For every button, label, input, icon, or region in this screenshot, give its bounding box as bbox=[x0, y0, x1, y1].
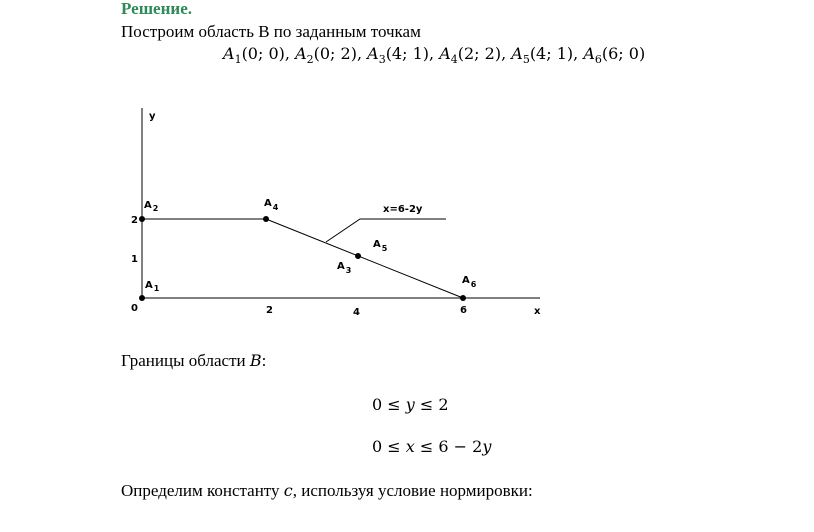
inequality-y: 0 ≤ y ≤ 2 bbox=[372, 395, 449, 414]
x-axis-label: x bbox=[534, 306, 541, 317]
label-a1: $A_1$ bbox=[145, 280, 160, 293]
point-a3-a5 bbox=[355, 253, 361, 259]
point-a1 bbox=[139, 295, 145, 301]
label-a3: $A_3$ bbox=[337, 261, 352, 275]
label-a5: $A_5$ bbox=[373, 239, 388, 253]
point-formula-3: $A_3(4$; 1) bbox=[367, 44, 430, 67]
point-formula-1: $A_1(0$; 0) bbox=[223, 44, 285, 67]
point-a6 bbox=[460, 295, 466, 301]
y-tick-1: 1 bbox=[131, 254, 138, 265]
point-formula-6: $A_6(6$; 0) bbox=[583, 44, 646, 67]
x-tick-6: 6 bbox=[460, 305, 467, 316]
outro-var: c bbox=[283, 481, 293, 500]
x-tick-4: 4 bbox=[353, 307, 360, 318]
label-a2: $A_2$ bbox=[144, 200, 159, 213]
y-axis-label: y bbox=[149, 111, 156, 122]
label-a6: $A_6$ bbox=[462, 275, 477, 289]
solution-heading: Решение. bbox=[121, 0, 192, 18]
outro-text: Определим константу c, используя условие нормировки: bbox=[121, 481, 533, 500]
y-tick-2: 2 bbox=[131, 215, 138, 226]
point-a2 bbox=[139, 216, 145, 222]
intro-text: Построим область B по заданным точкам bbox=[121, 22, 421, 41]
label-a4: $A_4$ bbox=[264, 198, 279, 212]
y-tick-0: 0 bbox=[131, 303, 138, 314]
inequality-x: 0 ≤ x ≤ 6 − 2y bbox=[372, 437, 492, 456]
point-a4 bbox=[263, 216, 269, 222]
points-formula: $A_1(0$; 0), $A_2(0$; 2), $A_3(4$; 1), $A_4(2$; 2), $A_5(4$; 1), $A_6(6$; 0) bbox=[223, 44, 646, 67]
boundary-line bbox=[266, 219, 463, 298]
bounds-var: B bbox=[249, 351, 262, 370]
bounds-text: Границы области B: bbox=[121, 351, 267, 370]
point-formula-4: $A_4(2$; 2) bbox=[439, 44, 502, 67]
point-formula-2: $A_2(0$; 2) bbox=[295, 44, 357, 67]
point-formula-5: $A_5(4$; 1) bbox=[511, 44, 574, 67]
x-tick-2: 2 bbox=[266, 305, 273, 316]
line-label-pointer bbox=[326, 219, 446, 242]
line-equation-label: x=6-2y bbox=[383, 204, 423, 215]
